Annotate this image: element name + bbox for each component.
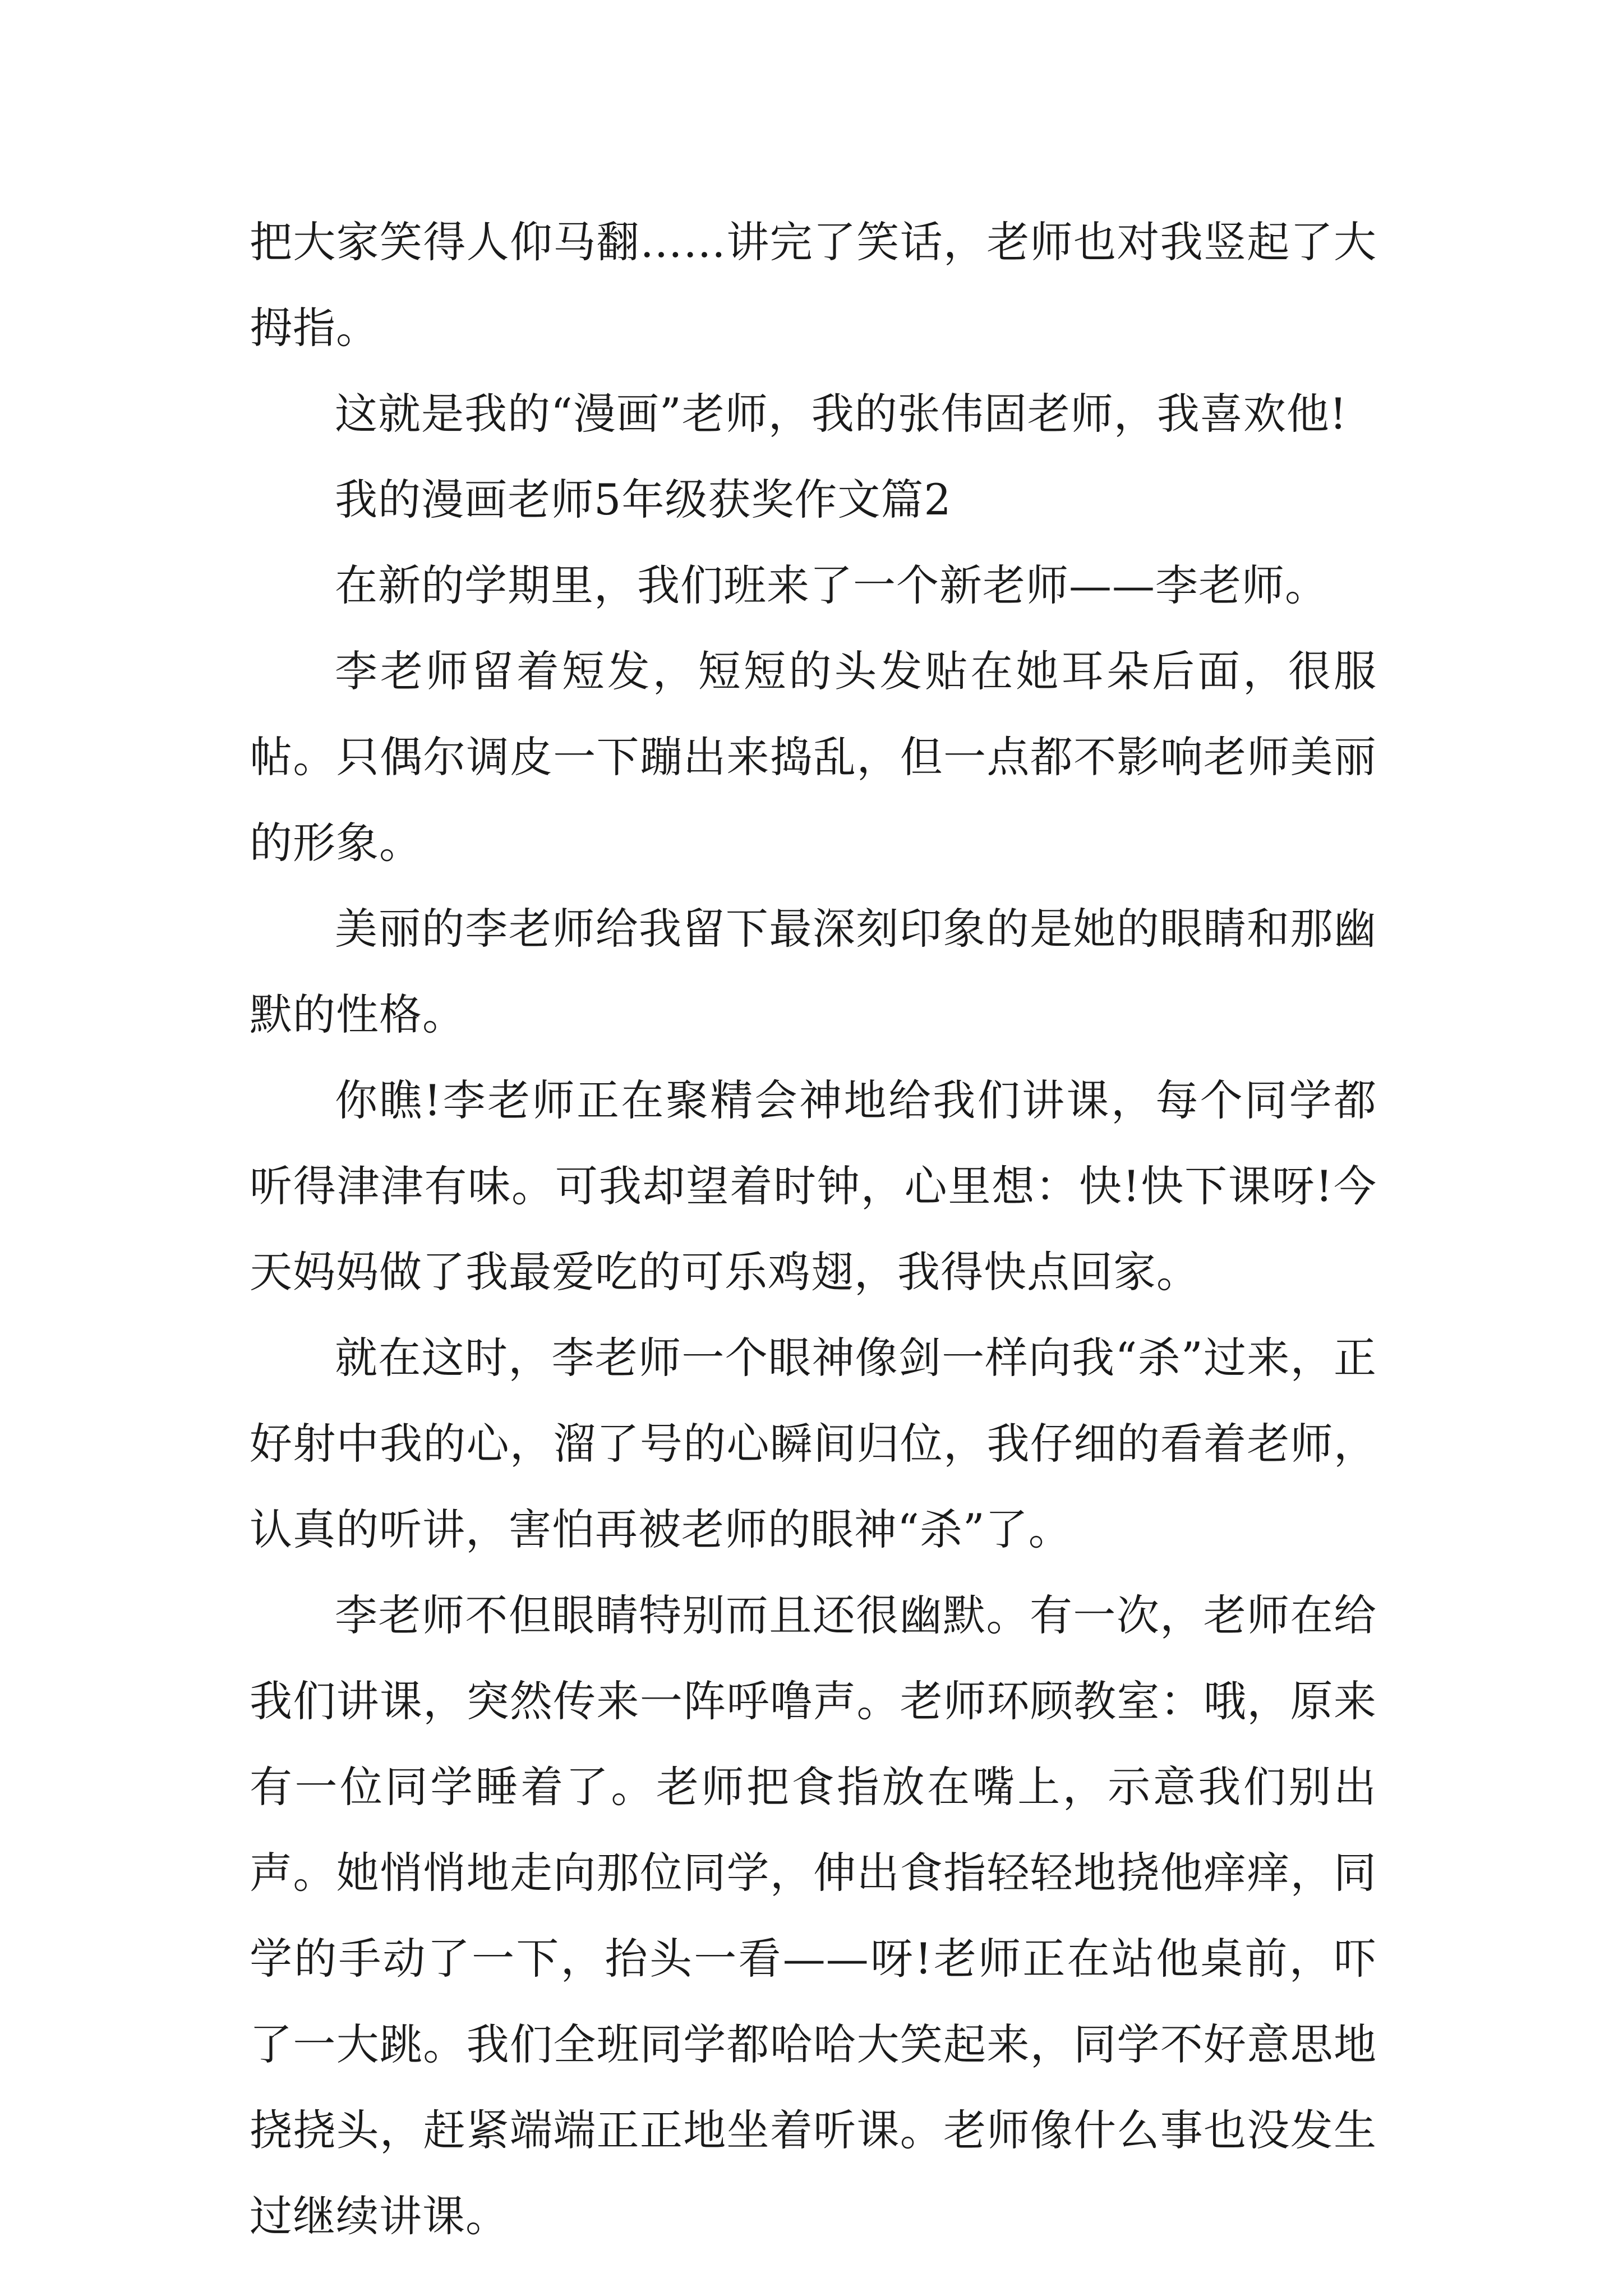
document-body bbox=[250, 199, 1377, 2259]
paragraph-3: 在新的学期里，我们班来了一个新老师——李老师。 bbox=[335, 560, 1328, 610]
paragraph-4: 李老师留着短发，短短的头发贴在她耳朵后面，很服帖。只偶尔调皮一下蹦出来捣乱，但一点都不影响老师美丽的形象。 bbox=[250, 646, 1377, 868]
paragraph-7: 就在这时，李老师一个眼神像剑一样向我“杀”过来，正好射中我的心，溜了号的心瞬间归位，我仔细的看着老师，认真的听讲，害怕再被老师的眼神“杀”了。 bbox=[250, 1333, 1377, 1554]
paragraph-1: 把大家笑得人仰马翻……讲完了笑话，老师也对我竖起了大拇指。 bbox=[250, 217, 1377, 353]
paragraph-8: 李老师不但眼睛特别而且还很幽默。有一次，老师在给我们讲课，突然传来一阵呼噜声。老师环顾教室：哦，原来有一位同学睡着了。老师把食指放在嘴上，示意我们别出声。她悄悄地走向那位同学，伸出食指轻轻地挠他痒痒，同学的手动了一下，抬头一看——呀!老师正在站他桌前，吓了一大跳。我们全班同学都哈哈大笑起来，同学不好意思地挠挠头，赶紧端端正正地坐着听课。老师像什么事也没发生过继续讲课。 bbox=[250, 1590, 1377, 2241]
paragraph-5: 美丽的李老师给我留下最深刻印象的是她的眼睛和那幽默的性格。 bbox=[250, 904, 1377, 1039]
section-heading: 我的漫画老师5年级获奖作文篇2 bbox=[335, 475, 952, 524]
paragraph-6: 你瞧!李老师正在聚精会神地给我们讲课，每个同学都听得津津有味。可我却望着时钟，心里想：快!快下课呀!今天妈妈做了我最爱吃的可乐鸡翅，我得快点回家。 bbox=[250, 1075, 1377, 1297]
paragraph-2: 这就是我的“漫画”老师，我的张伟固老师，我喜欢他! bbox=[335, 389, 1348, 439]
